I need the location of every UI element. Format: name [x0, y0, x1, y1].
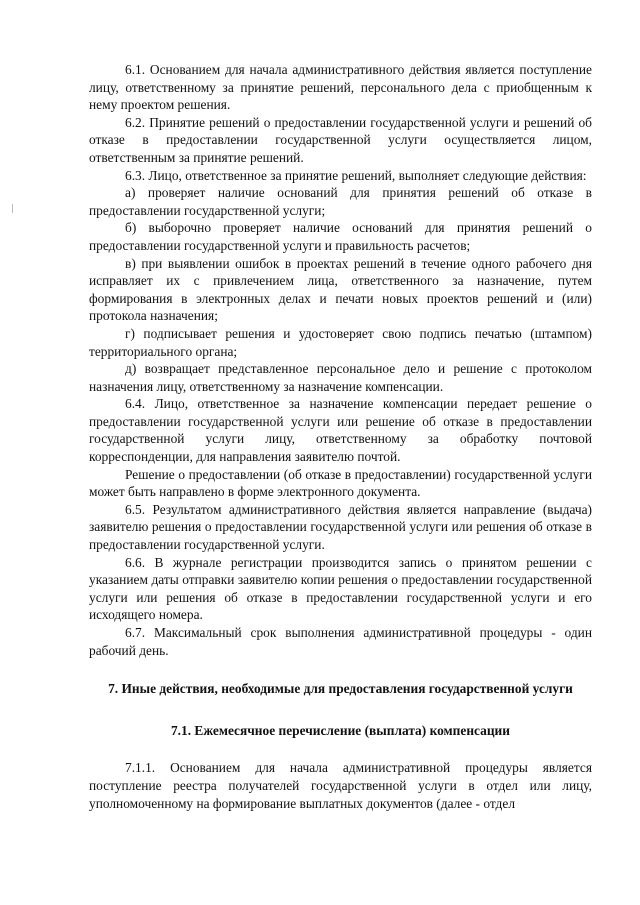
section-7-1-heading: 7.1. Ежемесячное перечисление (выплата) компенсации	[170, 722, 510, 738]
paragraph-electronic-form: Решение о предоставлении (об отказе в предоставлении) государственной услуги может быть направлено в форме электронного документа.	[89, 466, 592, 500]
paragraph-6-7: 6.7. Максимальный срок выполнения административной процедуры - один рабочий день.	[89, 625, 592, 658]
paragraph-6-5: 6.5. Результатом административного действия является направление (выдача) заявителю решения о предоставлении государственной услуги или решения об отказе в предоставлении государственной услуги.	[89, 501, 592, 553]
list-item-v: в) при выявлении ошибок в проектах решений в течение одного рабочего дня исправляет их с привлечением лица, ответственного за назначение, путем формирования в электронных делах и печати новых проектов решений и (или) протокола назначения;	[89, 255, 592, 324]
paragraph-7-1-1: 7.1.1. Основанием для начала административной процедуры является поступление реестра получателей государственной услуги в отдел или лицу, уполномоченному на формирование выплатных документов (далее - отдел	[89, 760, 592, 811]
list-item-g: г) подписывает решения и удостоверяет свою подпись печатью (штампом) территориального органа;	[89, 325, 592, 359]
list-item-d: д) возвращает представленное персональное дело и решение с протоколом назначения лицу, ответственному за назначение компенсации.	[89, 361, 592, 394]
document-body	[89, 61, 592, 812]
list-item-b: б) выборочно проверяет наличие оснований для принятия решений о предоставлении государственной услуги и правильность расчетов;	[89, 220, 592, 253]
paragraph-6-4: 6.4. Лицо, ответственное за назначение компенсации передает решение о предоставлении государственной услуги или решение об отказе в предоставлении государственной услуги лицу, ответственному за обработку почтовой корреспонденции, для направления заявителю почтой.	[89, 396, 592, 465]
list-item-a: а) проверяет наличие оснований для принятия решений об отказе в предоставлении государственной услуги;	[89, 185, 592, 218]
paragraph-6-6: 6.6. В журнале регистрации производится запись о принятом решении с указанием даты отправки заявителю копии решения о предоставлении государственной услуги или решения об отказе в предоставлении государственной услуги и его исходящего номера.	[89, 554, 592, 623]
paragraph-6-2: 6.2. Принятие решений о предоставлении государственной услуги и решений об отказе в предоставлении государственной услуги осуществляется лицом, ответственным за принятие решений.	[89, 114, 592, 165]
paragraph-6-3: 6.3. Лицо, ответственное за принятие решений, выполняет следующие действия:	[125, 167, 587, 183]
margin-mark	[12, 204, 13, 213]
paragraph-6-1: 6.1. Основанием для начала административного действия является поступление лицу, ответственному за принятие решений, персонального дела с приобщенным к нему проектом решения.	[89, 62, 592, 113]
section-7-heading: 7. Иные действия, необходимые для предоставления государственной услуги	[108, 681, 573, 697]
